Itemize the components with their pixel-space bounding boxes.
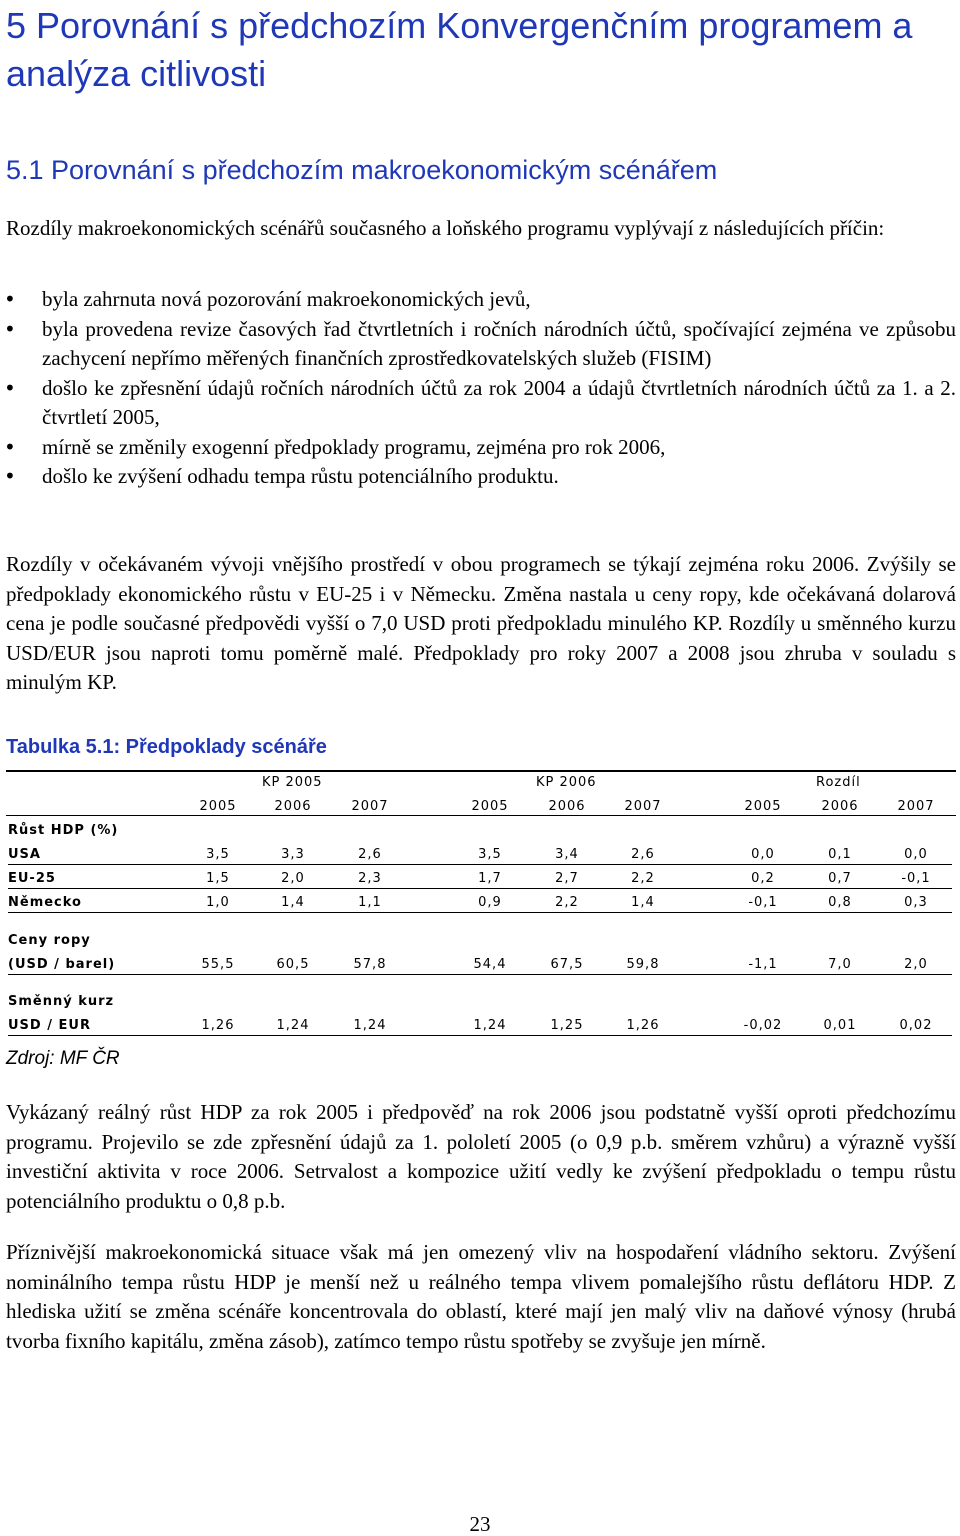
table-top-rule	[6, 770, 956, 772]
table-cell: 0,8	[828, 895, 852, 910]
table-cell: 0,2	[751, 871, 775, 886]
table-row-label: USD / EUR	[8, 1017, 952, 1036]
column-group-header: KP 2006	[536, 775, 597, 790]
table-cell: 0,01	[823, 1018, 857, 1033]
section-label: Ceny ropy	[8, 933, 91, 948]
table-cell: 57,8	[353, 957, 387, 972]
table-cell: 1,26	[201, 1018, 235, 1033]
section-label: Růst HDP (%)	[8, 823, 119, 838]
year-header: 2005	[744, 799, 782, 814]
table-row-label: (USD / barel)	[8, 956, 952, 975]
table-cell: 1,25	[550, 1018, 584, 1033]
table-cell: 54,4	[473, 957, 507, 972]
year-header: 2006	[821, 799, 859, 814]
gdp-growth-paragraph: Vykázaný reálný růst HDP za rok 2005 i předpověď na rok 2006 jsou podstatně vyšší oproti předchozímu programu. Projevilo se zde zpřesnění údajů za 1. pololetí 2005 (o 0,9 p.b. směrem vzhůru) a výrazně vyšší investiční aktivita v roce 2006. Setrvalost a kompozice užití vedly ke zvýšení předpokladu o tempu růstu potenciálního produktu o 0,8 p.b.	[6, 1100, 956, 1213]
table-cell: 2,2	[631, 871, 655, 886]
table-cell: 1,4	[631, 895, 655, 910]
year-header: 2007	[351, 799, 389, 814]
table-source: Zdroj: MF ČR	[6, 1048, 120, 1069]
table-row-label: EU-25	[8, 870, 952, 889]
table-cell: 1,24	[276, 1018, 310, 1033]
chapter-heading: 5 Porovnání s předchozím Konvergenčním programem a analýza citlivosti	[6, 5, 913, 94]
list-item: • mírně se změnily exogenní předpoklady programu, zejména pro rok 2006,	[0, 433, 956, 463]
causes-list	[0, 285, 956, 492]
list-item: • byla zahrnuta nová pozorování makroekonomických jevů,	[0, 285, 956, 315]
table-cell: 7,0	[828, 957, 852, 972]
external-environment-paragraph: Rozdíly v očekávaném vývoji vnějšího prostředí v obou programech se týkají zejména roku 2006. Zvýšily se předpoklady ekonomického růstu v EU-25 i v Německu. Změna nastala u ceny ropy, kde očekávaná dolarová cena je podle současné předpovědi vyšší o 7,0 USD proti předpokladu minulého KP. Rozdíly u směnného kurzu USD/EUR jsou naproti tomu poměrně malé. Předpoklady pro roky 2007 a 2008 jsou zhruba v souladu s minulým KP.	[6, 552, 956, 694]
year-header: 2007	[897, 799, 935, 814]
table-cell: 60,5	[276, 957, 310, 972]
table-cell: 1,4	[281, 895, 305, 910]
table-cell: 2,3	[358, 871, 382, 886]
table-cell: 0,9	[478, 895, 502, 910]
column-group-header: Rozdíl	[816, 775, 861, 790]
year-header: 2005	[471, 799, 509, 814]
table-cell: 55,5	[201, 957, 235, 972]
list-item: • byla provedena revize časových řad čtvrtletních i ročních národních účtů, spočívající zejména ve způsobu zachycení nepřímo měřených finančních zprostředkovatelských služeb (FISIM)	[0, 315, 956, 374]
table-cell: 2,0	[281, 871, 305, 886]
government-sector-paragraph: Příznivější makroekonomická situace však má jen omezený vliv na hospodaření vládního sektoru. Zvýšení nominálního tempa růstu HDP je menší než u reálného tempa vlivem pomalejšího růstu deflátoru HDP. Z hlediska užití se změna scénáře koncentrovala do oblastí, které mají jen malý vliv na daňové výnosy (hrubá tvorba fixního kapitálu, změna zásob), zatímco tempo růstu spotřeby se zvyšuje jen mírně.	[6, 1240, 956, 1353]
table-cell: 0,7	[828, 871, 852, 886]
table-cell: -0,1	[901, 871, 931, 886]
table-cell: 2,6	[631, 847, 655, 862]
table-cell: 0,3	[904, 895, 928, 910]
table-cell: -1,1	[748, 957, 778, 972]
list-item: • došlo ke zpřesnění údajů ročních národních účtů za rok 2004 a údajů čtvrtletních národních účtů za 1. a 2. čtvrtletí 2005,	[0, 374, 956, 433]
table-header-rule	[6, 815, 956, 816]
table-cell: 1,26	[626, 1018, 660, 1033]
table-cell: 0,0	[904, 847, 928, 862]
year-header: 2006	[274, 799, 312, 814]
year-header: 2007	[624, 799, 662, 814]
table-cell: 1,7	[478, 871, 502, 886]
table-cell: -0,1	[748, 895, 778, 910]
table-cell: 2,6	[358, 847, 382, 862]
intro-paragraph: Rozdíly makroekonomických scénářů současného a loňského programu vyplývají z následujících příčin:	[6, 216, 885, 240]
table-row-label: Německo	[8, 894, 952, 913]
table-cell: 3,5	[206, 847, 230, 862]
table-cell: 2,7	[555, 871, 579, 886]
column-group-header: KP 2005	[262, 775, 323, 790]
assumptions-table	[6, 770, 956, 1075]
table-cell: 67,5	[550, 957, 584, 972]
table-cell: 2,2	[555, 895, 579, 910]
year-header: 2006	[548, 799, 586, 814]
table-cell: 0,0	[751, 847, 775, 862]
table-row-label: USA	[8, 846, 952, 865]
table-cell: 1,24	[353, 1018, 387, 1033]
table-cell: 2,0	[904, 957, 928, 972]
list-item: • došlo ke zvýšení odhadu tempa růstu potenciálního produktu.	[0, 462, 956, 492]
table-caption: Tabulka 5.1: Předpoklady scénáře	[6, 736, 327, 758]
table-cell: 59,8	[626, 957, 660, 972]
table-cell: 3,3	[281, 847, 305, 862]
table-cell: 0,02	[899, 1018, 933, 1033]
page-number: 23	[469, 1512, 491, 1536]
section-heading: 5.1 Porovnání s předchozím makroekonomickým scénářem	[6, 155, 718, 185]
table-cell: -0,02	[743, 1018, 783, 1033]
table-cell: 1,1	[358, 895, 382, 910]
table-cell: 3,4	[555, 847, 579, 862]
table-cell: 1,0	[206, 895, 230, 910]
table-cell: 0,1	[828, 847, 852, 862]
table-cell: 1,24	[473, 1018, 507, 1033]
year-header: 2005	[199, 799, 237, 814]
section-label: Směnný kurz	[8, 994, 115, 1009]
table-cell: 1,5	[206, 871, 230, 886]
table-cell: 3,5	[478, 847, 502, 862]
